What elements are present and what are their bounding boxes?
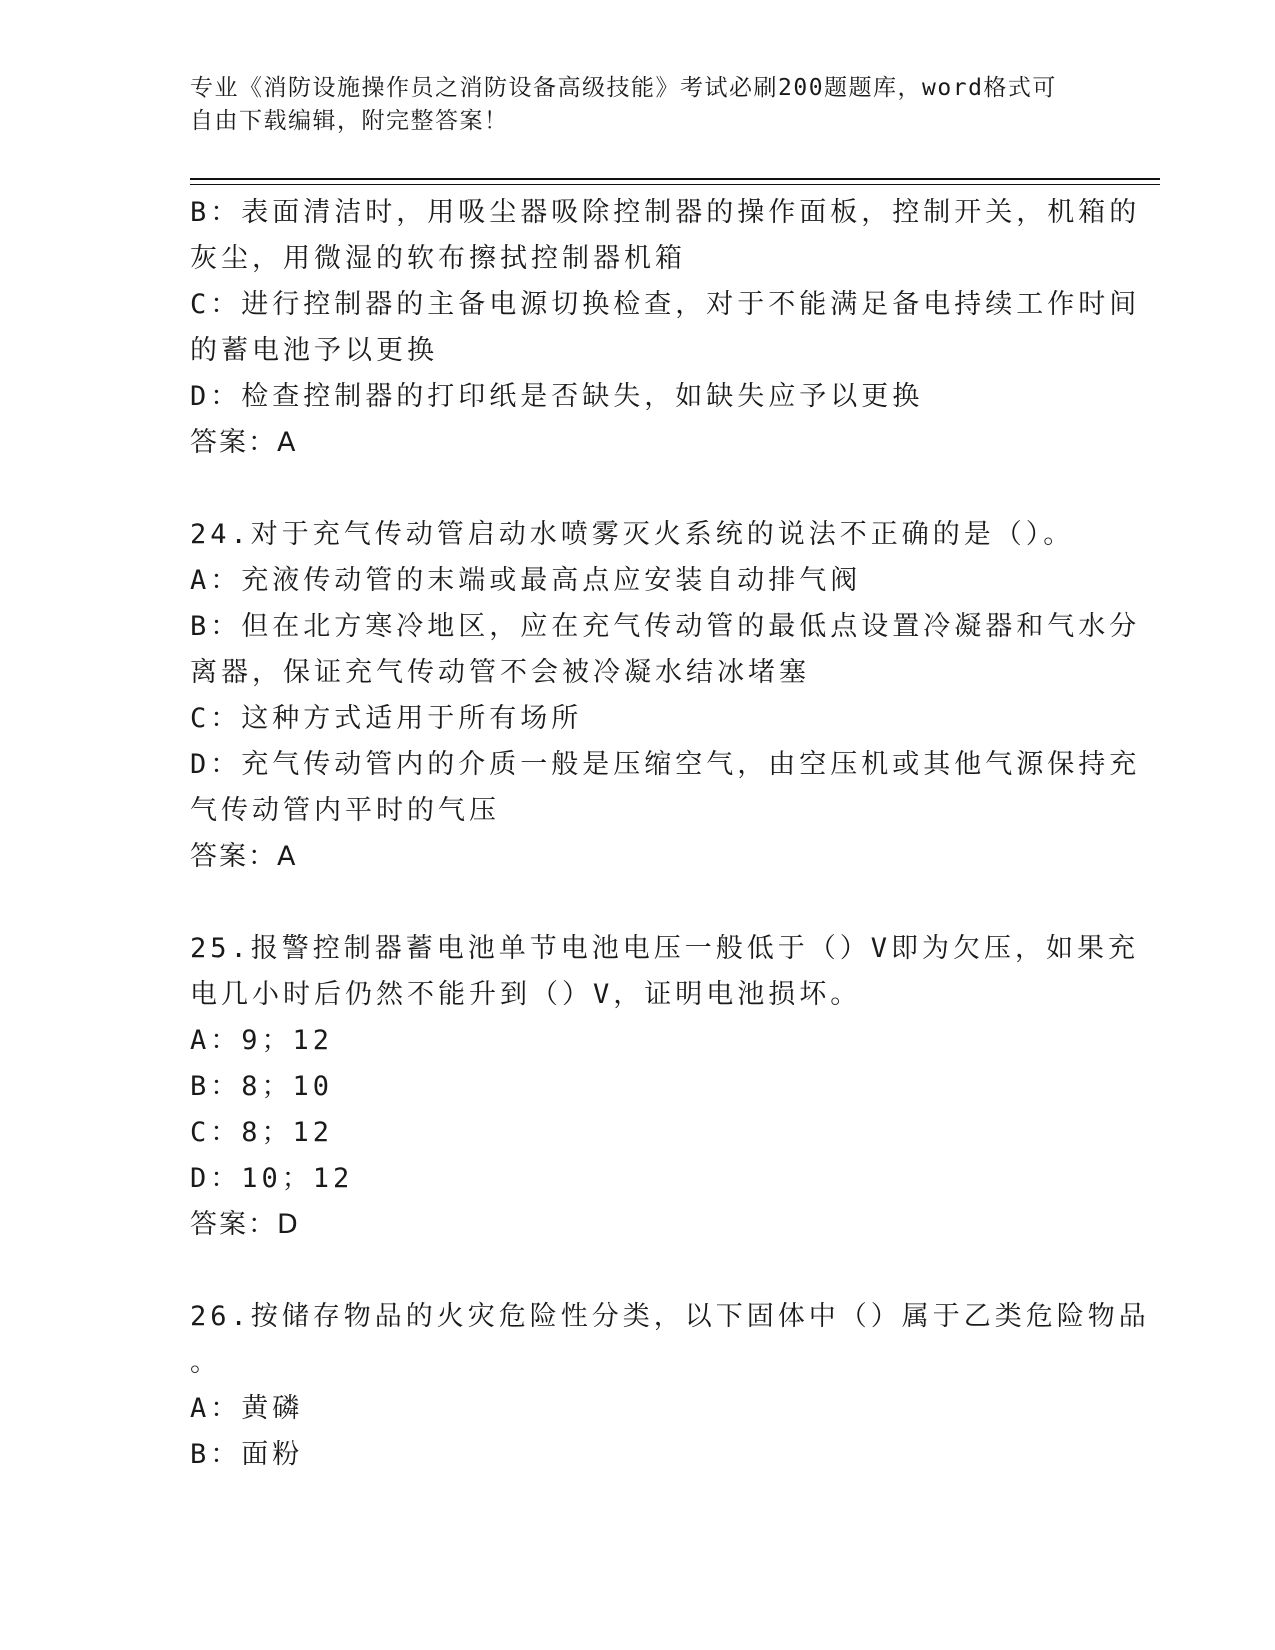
option-b-line-2: 离器，保证充气传动管不会被冷凝水结冰堵塞 [190,657,810,688]
spacer [190,466,1090,512]
header-line-2: 自由下载编辑，附完整答案！ [190,108,509,134]
header-line-1: 专业《消防设施操作员之消防设备高级技能》考试必刷200题题库，word格式可 [190,75,1057,101]
question-23 [190,190,1141,466]
option-b: B：面粉 [190,1439,304,1470]
option-c-line-1: C：进行控制器的主备电源切换检查，对于不能满足备电持续工作时间 [190,289,1141,320]
header-divider-thick [190,178,1160,180]
option-c: C：这种方式适用于所有场所 [190,703,583,734]
option-d-line-1: D：充气传动管内的介质一般是压缩空气，由空压机或其他气源保持充 [190,749,1141,780]
option-b-line-2: 灰尘，用微湿的软布擦拭控制器机箱 [190,243,686,274]
question-25 [190,926,1140,1248]
question-stem-line-2: 。 [190,1347,221,1378]
option-b-line-1: B：表面清洁时，用吸尘器吸除控制器的操作面板，控制开关，机箱的 [190,197,1141,228]
question-24 [190,512,1141,880]
answer-label: 答案：A [190,427,298,458]
option-b-line-1: B：但在北方寒冷地区，应在充气传动管的最低点设置冷凝器和气水分 [190,611,1141,642]
header-divider-thin [190,184,1160,185]
question-stem-line-1: 25.报警控制器蓄电池单节电池电压一般低于（）V即为欠压，如果充 [190,933,1140,964]
question-26 [190,1294,1150,1478]
answer-label: 答案：A [190,841,298,872]
option-d-line-2: 气传动管内平时的气压 [190,795,500,826]
option-b: B：8；10 [190,1071,334,1102]
question-stem-line-2: 电几小时后仍然不能升到（）V，证明电池损坏。 [190,979,862,1010]
option-a: A：充液传动管的末端或最高点应安装自动排气阀 [190,565,862,596]
option-d: D：10；12 [190,1163,354,1194]
option-c-line-2: 的蓄电池予以更换 [190,335,438,366]
document-header [190,72,1090,138]
answer-label: 答案：D [190,1209,300,1240]
question-stem: 24.对于充气传动管启动水喷雾灭火系统的说法不正确的是（）。 [190,519,1075,550]
question-content [190,190,1150,1478]
option-a: A：黄磷 [190,1393,304,1424]
option-c: C：8；12 [190,1117,334,1148]
spacer [190,1248,1090,1294]
question-stem-line-1: 26.按储存物品的火灾危险性分类，以下固体中（）属于乙类危险物品 [190,1301,1150,1332]
spacer [190,880,1090,926]
option-a: A：9；12 [190,1025,334,1056]
option-d: D：检查控制器的打印纸是否缺失，如缺失应予以更换 [190,381,924,412]
